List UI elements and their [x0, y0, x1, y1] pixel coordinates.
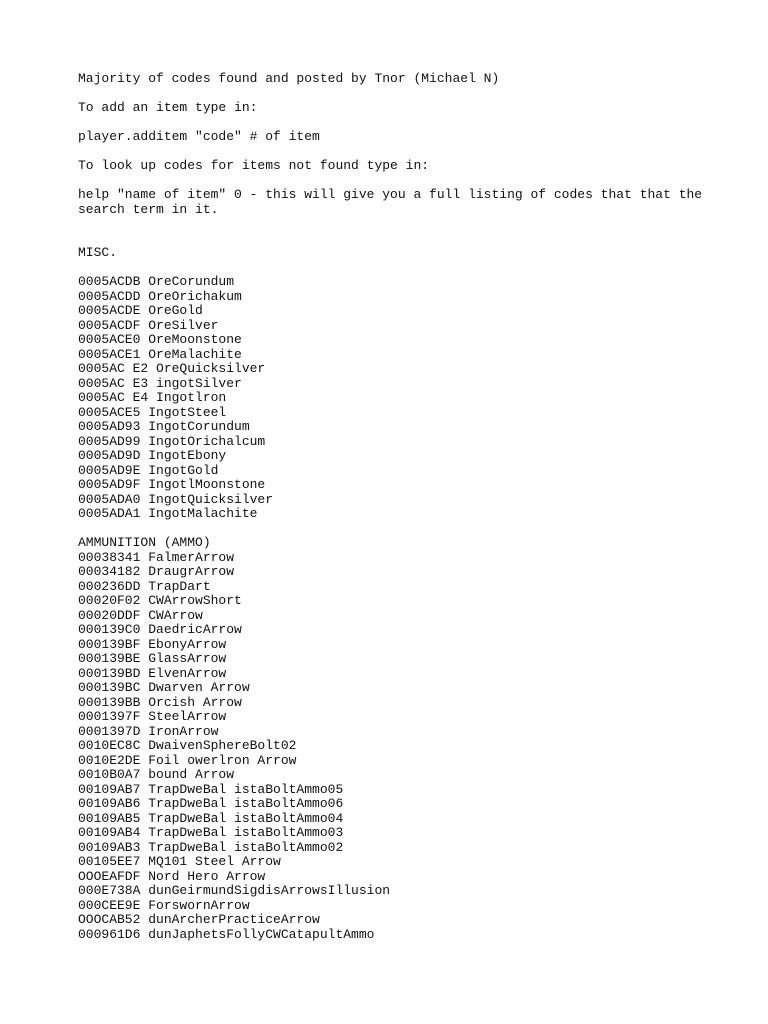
- add-command: player.additem "code" # of item: [78, 129, 320, 144]
- code-entry: 000139BF EbonyArrow: [78, 636, 227, 652]
- code-entry: 000139C0 DaedricArrow: [78, 622, 242, 637]
- code-entry: 0001397F SteelArrow: [78, 709, 227, 724]
- misc-code-list: [78, 275, 738, 522]
- add-instruction: To add an item type in:: [78, 100, 258, 115]
- code-entry: 0005ADA0 IngotQuicksilver: [78, 491, 274, 507]
- misc-section-title: MISC.: [78, 245, 118, 260]
- code-entry: 00109AB5 TrapDweBal istaBoltAmmo04: [78, 810, 344, 826]
- code-entry: 0005ACDE OreGold: [78, 303, 203, 318]
- code-entry: 0005AD9E IngotGold: [78, 462, 219, 478]
- code-entry: 0005AC E2 OreQuicksilver: [78, 361, 266, 376]
- code-entry: 00038341 FalmerArrow: [78, 549, 235, 565]
- code-entry: OOOCAB52 dunArcherPracticeArrow: [78, 912, 320, 927]
- code-entry: 0001397D IronArrow: [78, 723, 219, 739]
- code-entry: 000139BE GlassArrow: [78, 651, 227, 666]
- code-entry: 00105EE7 MQ101 Steel Arrow: [78, 854, 281, 869]
- ammo-code-list: [78, 551, 738, 943]
- code-entry: 000E738A dunGeirmundSigdisArrowsIllusion: [78, 883, 391, 898]
- code-entry: 0010B0A7 bound Arrow: [78, 767, 235, 782]
- code-entry: OOOEAFDF Nord Hero Arrow: [78, 868, 266, 884]
- code-entry: 00109AB3 TrapDweBal istaBoltAmmo02: [78, 839, 344, 855]
- code-entry: 0005ACE1 OreMalachite: [78, 346, 242, 362]
- code-entry: 000139BD ElvenArrow: [78, 665, 227, 681]
- code-entry: 0005ADA1 IngotMalachite: [78, 506, 258, 521]
- code-entry: 00020DDF CWArrow: [78, 607, 203, 623]
- code-entry: 0005ACDF OreSilver: [78, 317, 219, 333]
- code-entry: 00109AB7 TrapDweBal istaBoltAmmo05: [78, 781, 344, 797]
- code-entry: 0010E2DE Foil owerlron Arrow: [78, 752, 297, 768]
- code-entry: 000CEE9E ForswornArrow: [78, 897, 250, 913]
- code-entry: 0005ACE0 OreMoonstone: [78, 332, 242, 347]
- code-entry: 0005AC E3 ingotSilver: [78, 375, 242, 391]
- document-page: [78, 72, 738, 942]
- code-entry: 00034182 DraugrArrow: [78, 564, 235, 579]
- help-command: help "name of item" 0 - this will give you a full listing of codes that that the search term in it.: [78, 187, 710, 217]
- code-entry: 000236DD TrapDart: [78, 578, 211, 594]
- blank-line: [78, 232, 738, 247]
- code-entry: 0005AD9D IngotEbony: [78, 448, 227, 463]
- code-entry: 0005AD99 IngotOrichalcum: [78, 433, 266, 449]
- code-entry: 00109AB4 TrapDweBal istaBoltAmmo03: [78, 825, 344, 840]
- code-entry: 0005AD9F IngotlMoonstone: [78, 477, 266, 492]
- code-entry: 0005AC E4 Ingotlron: [78, 390, 227, 405]
- code-entry: 000139BB Orcish Arrow: [78, 694, 242, 710]
- code-entry: 0005ACDB OreCorundum: [78, 274, 235, 289]
- code-entry: 0010EC8C DwaivenSphereBolt02: [78, 738, 297, 753]
- code-entry: 000961D6 dunJaphetsFollyCWCatapultAmmo: [78, 926, 375, 942]
- code-entry: 000139BC Dwarven Arrow: [78, 680, 250, 695]
- code-entry: 0005ACE5 IngotSteel: [78, 404, 227, 420]
- code-entry: 00020F02 CWArrowShort: [78, 593, 242, 608]
- lookup-instruction: To look up codes for items not found type in:: [78, 158, 430, 173]
- ammo-section-title: AMMUNITION (AMMO): [78, 535, 211, 550]
- code-entry: 00109AB6 TrapDweBal istaBoltAmmo06: [78, 796, 344, 811]
- code-entry: 0005ACDD OreOrichakum: [78, 288, 242, 304]
- credit-line: Majority of codes found and posted by Tnor (Michael N): [78, 71, 500, 86]
- code-entry: 0005AD93 IngotCorundum: [78, 419, 250, 434]
